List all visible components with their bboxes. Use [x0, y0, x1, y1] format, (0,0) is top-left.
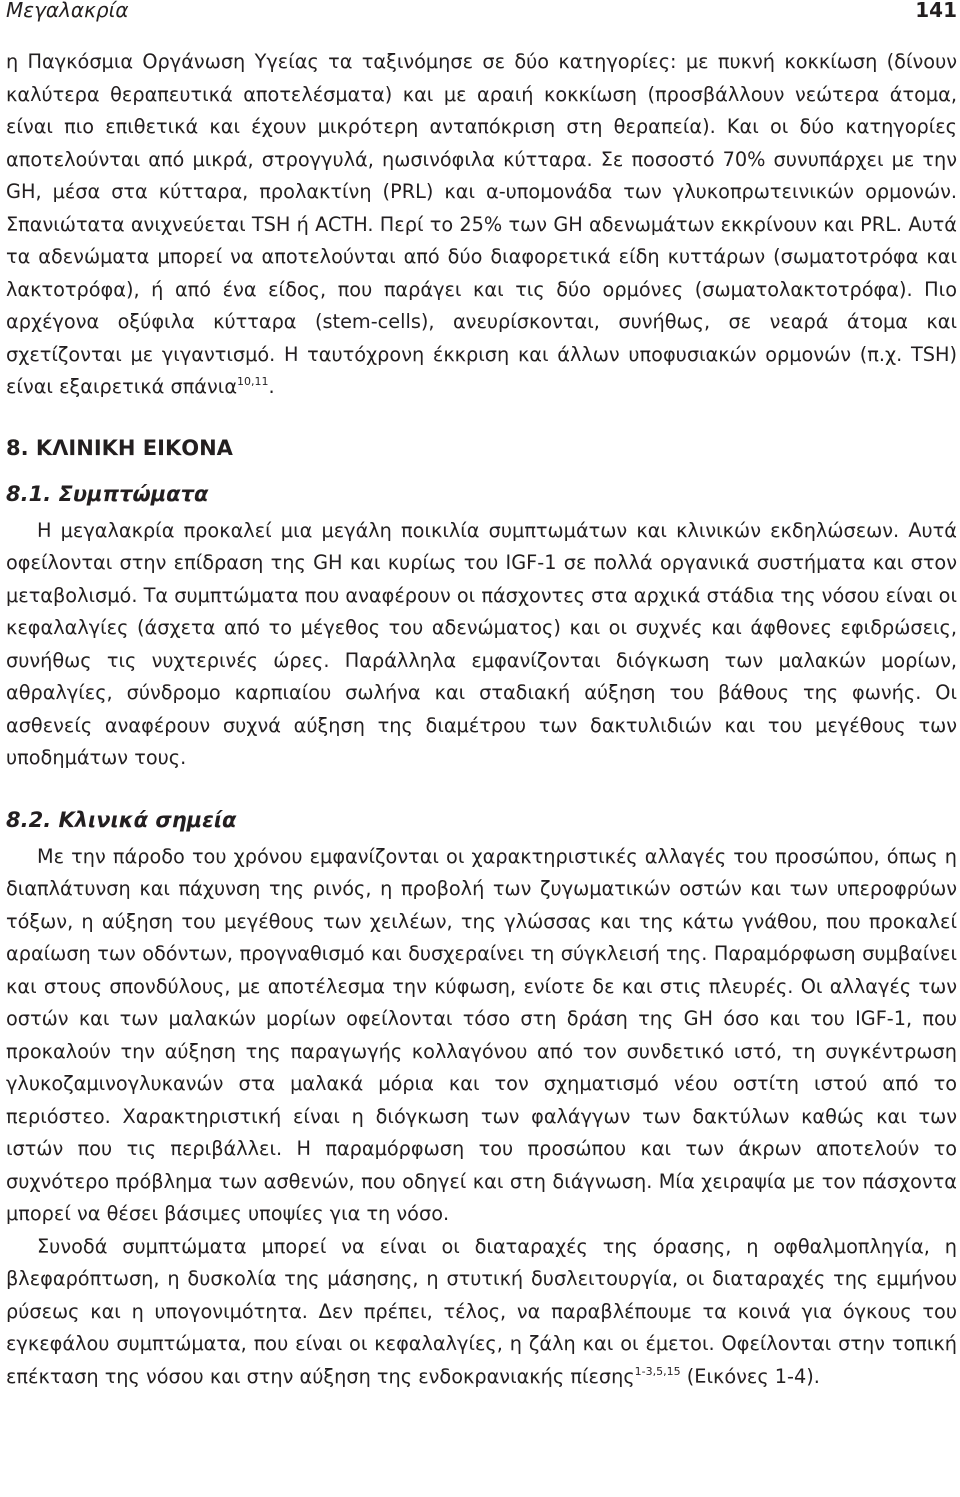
document-page	[6, 0, 957, 1393]
symptoms-paragraph: Η μεγαλακρία προκαλεί μια μεγάλη ποικιλία συμπτωμάτων και κλινικών εκδηλώσεων. Αυτά οφείλονται στην επίδραση της GH και κυρίως του IGF-1 σε πολλά οργανικά συστήματα και στον μεταβολισμό. Τα συμπτώματα που αναφέρουν οι πάσχοντες στα αρχικά στάδια της νόσου είναι οι κεφαλαλγίες (άσχετα από το μέγεθος του αδενώματος) και οι συχνές και άφθονες εφιδρώσεις, συνήθως τις νυχτερινές ώρες. Παράλληλα εμφανίζονται διόγκωση των μαλακών μορίων, αθραλγίες, σύνδρομο καρπιαίου σωλήνα και σταδιακή αύξηση του βάθους της φωνής. Οι ασθενείς αναφέρουν συχνά αύξηση της διαμέτρου των δακτυλιδιών και του μεγέθους των υποδημάτων τους.	[6, 518, 957, 769]
page-number: 141	[915, 0, 957, 22]
citation-superscript: 10,11	[237, 375, 269, 388]
subsection-heading-symptoms: 8.1. Συμπτώματα	[6, 481, 209, 506]
clinical-signs-paragraph: Με την πάροδο του χρόνου εμφανίζονται οι χαρακτηριστικές αλλαγές του προσώπου, όπως η διαπλάτυνση και πάχυνση της ρινός, η προβολή των ζυγωματικών οστών και των υπεροφρύων τόξων, η αύξηση του μεγέθους των χειλέων, της γλώσσας και της κάτω γνάθου, που προκαλεί αραίωση των οδόντων, προγναθισμό και δυσχεραίνει τη σύγκλεισή της. Παραμόρφωση συμβαίνει και στους σπονδύλους, με αποτέλεσμα την κύφωση, ενίοτε δε και στις πλευρές. Οι αλλαγές των οστών και των μαλακών μορίων οφείλονται τόσο στη δράση της GH όσο και του IGF-1, που προκαλούν την αύξηση της παραγωγής κολλαγόνου από τον συνδετικό ιστό, τη συγκέντρωση γλυκοζαμινογλυκανών στα μαλακά μόρια και τον σχηματισμό νέου οστίτη ιστού από το περιόστεο. Χαρακτηριστική είναι η διόγκωση των φαλάγγων των δακτύλων καθώς και των ιστών που τις περιβάλλει. Η παραμόρφωση του προσώπου και των άκρων αποτελούν το συχνότερο πρόβλημα των ασθενών, που οδηγεί και στη διάγνωση. Μία χειραψία με τον πάσχοντα μπορεί να θέσει βάσιμες υποψίες για τη νόσο.	[6, 844, 957, 1225]
figure-reference: (Εικόνες 1-4).	[680, 1364, 820, 1388]
running-title: Μεγαλακρία	[6, 0, 129, 22]
citation-superscript: 1-3,5,15	[634, 1364, 681, 1378]
section-heading-clinical-picture: 8. ΚΛΙΝΙΚΗ ΕΙΚΟΝΑ	[6, 435, 233, 460]
associated-symptoms-text: Συνοδά συμπτώματα μπορεί να είναι οι διαταραχές της όρασης, η οφθαλμοπληγία, η βλεφαρόπτωση, η δυσκολία της μάσησης, η στυτική δυσλειτουργία, οι διαταραχές της εμμήνου ρύσεως και η υπογονιμότητα. Δεν πρέπει, τέλος, να παραβλέπουμε τα κοινά για όγκους του εγκεφάλου συμπτώματα, που είναι οι κεφαλαλγίες, η ζάλη και οι έμετοι. Οφείλονται στην τοπική επέκταση της νόσου και στην αύξηση της ενδοκρανιακής πίεσης	[6, 1234, 957, 1388]
subsection-heading-clinical-signs: 8.2. Κλινικά σημεία	[6, 807, 237, 832]
intro-text: η Παγκόσμια Οργάνωση Υγείας τα ταξινόμησε σε δύο κατηγορίες: με πυκνή κοκκίωση (δίνουν καλύτερα θεραπευτικά αποτελέσματα) και με αραιή κοκκίωση (προσβάλλουν νεώτερα άτομα, είναι πιο επιθετικά και έχουν μικρότερη ανταπόκριση στη θεραπεία). Και οι δύο κατηγορίες αποτελούνται από μικρά, στρογγυλά, ηωσινόφιλα κύτταρα. Σε ποσοστό 70% συνυπάρχει με την GH, μέσα στα κύτταρα, προλακτίνη (PRL) και α-υπομονάδα των γλυκοπρωτεινικών ορμονών. Σπανιώτατα ανιχνεύεται TSH ή ACTH. Περί το 25% των GH αδενωμάτων εκκρίνουν και PRL. Αυτά τα αδενώματα μπορεί να αποτελούνται από δύο διαφορετικά είδη κυττάρων (σωματοτρόφα και λακτοτρόφα), ή από ένα είδος, που παράγει και τις δύο ορμόνες (σωματολακτοτρόφα). Πιο αρχέγονα οξύφιλα κύτταρα (stem-cells), ανευρίσκονται, συνήθως, σε νεαρά άτομα και σχετίζονται με γιγαντισμό. Η ταυτόχρονη έκκριση και άλλων υποφυσιακών ορμονών (π.χ. TSH) είναι εξαιρετικά σπάνια	[6, 50, 957, 398]
intro-paragraph	[6, 46, 957, 404]
associated-symptoms-paragraph	[6, 1231, 957, 1394]
intro-end: .	[268, 375, 275, 398]
running-header	[6, 0, 957, 28]
